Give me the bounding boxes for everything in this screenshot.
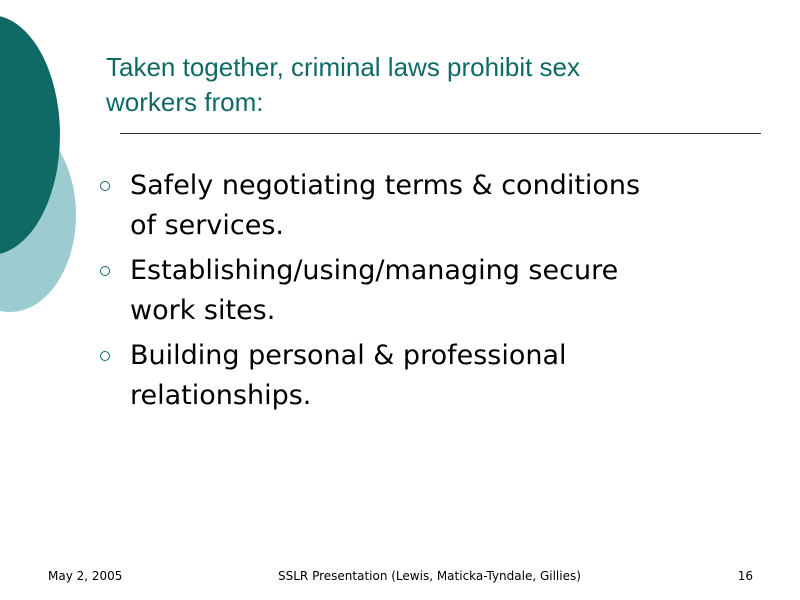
footer-presentation-title: SSLR Presentation (Lewis, Maticka-Tyndale, Gillies) — [278, 569, 581, 583]
bullet-list — [100, 166, 760, 421]
hollow-circle-bullet-icon — [100, 351, 110, 361]
bullet-item — [100, 336, 760, 416]
bullet-text-line-2: of services. — [130, 210, 284, 241]
bullet-text-line-2: work sites. — [130, 295, 276, 326]
bullet-item — [100, 251, 760, 331]
slide-title-line-2: workers from: — [106, 87, 264, 117]
title-divider — [120, 133, 761, 134]
bullet-item — [100, 166, 760, 246]
bullet-text-line-2: relationships. — [130, 380, 312, 411]
bullet-text-line-1: Building personal & professional — [130, 340, 567, 371]
bullet-text-line-1: Safely negotiating terms & conditions — [130, 170, 641, 201]
bullet-text-line-1: Establishing/using/managing secure — [130, 255, 619, 286]
hollow-circle-bullet-icon — [100, 266, 110, 276]
slide-title-line-1: Taken together, criminal laws prohibit sex — [106, 52, 581, 82]
footer-date: May 2, 2005 — [48, 569, 123, 583]
slide-title — [106, 50, 746, 120]
hollow-circle-bullet-icon — [100, 181, 110, 191]
footer-page-number: 16 — [737, 569, 753, 583]
